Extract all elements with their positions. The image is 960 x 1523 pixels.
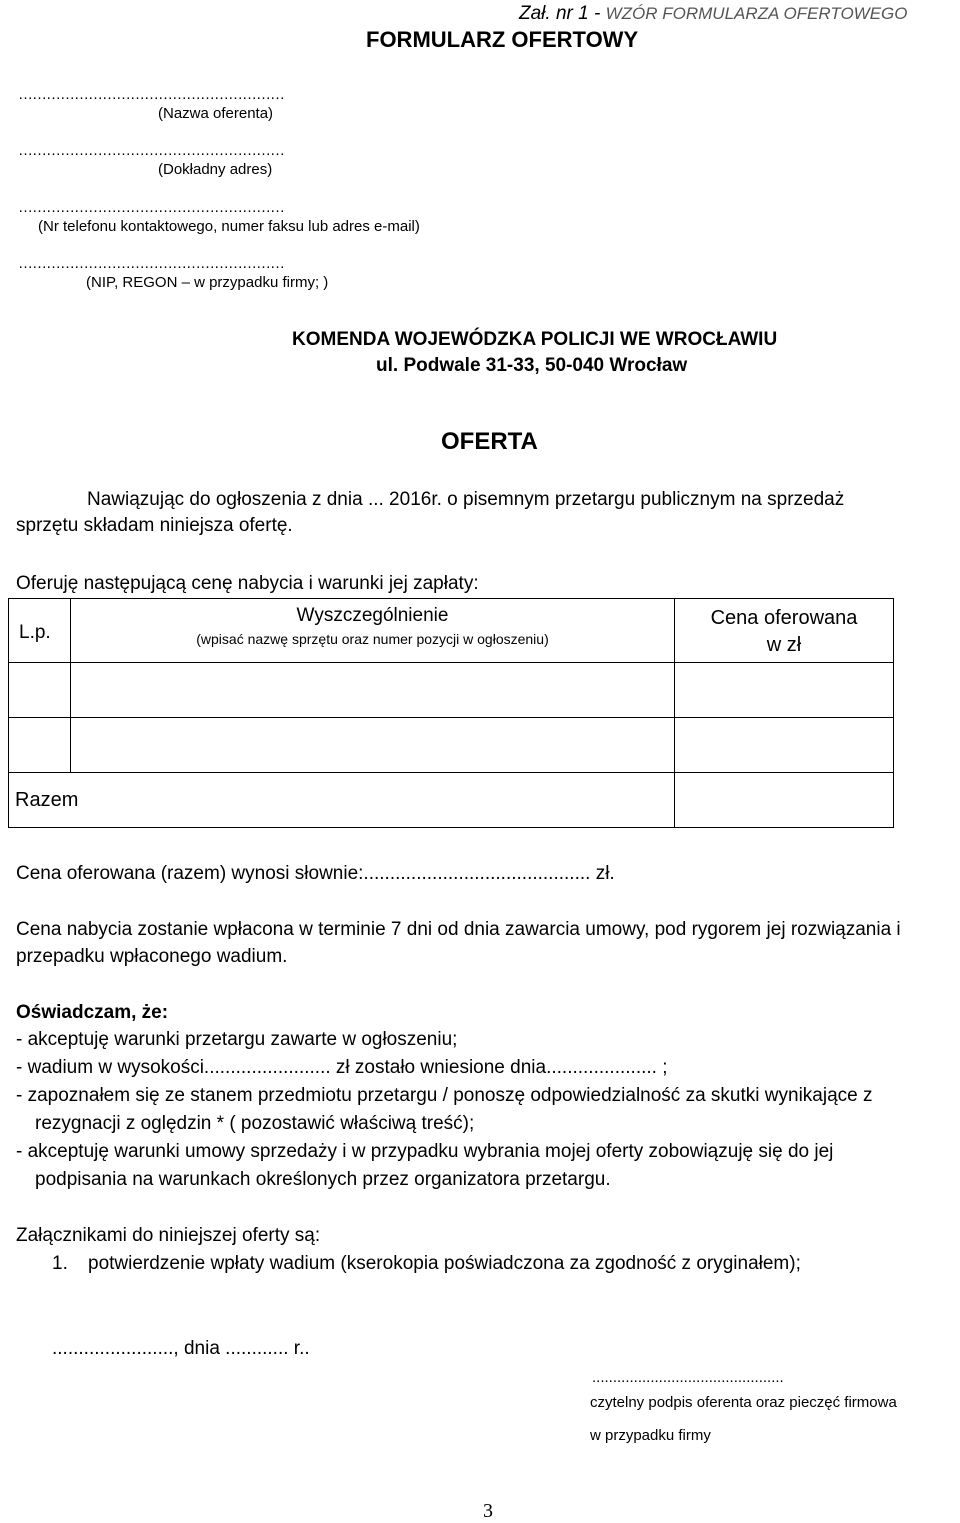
offerent-contact-dots: ………………………………………………… — [18, 199, 284, 216]
attachment-subtitle: WZÓR FORMULARZA OFERTOWEGO — [605, 4, 908, 23]
table-total-row — [9, 773, 894, 828]
declaration-item-4: - akceptuję warunki umowy sprzedaży i w przypadku wybrania mojej oferty zobowiązuję się do jej — [16, 1141, 834, 1162]
price-words: Cena oferowana (razem) wynosi słownie:........................................... zł. — [16, 863, 615, 884]
payment-line-1: Cena nabycia zostanie wpłacona w terminie 7 dni od dnia zawarcia umowy, pod rygorem jej rozwiązania i — [16, 919, 901, 940]
attachment-item-text: potwierdzenie wpłaty wadium (kserokopia poświadczona za zgodność z oryginałem); — [88, 1253, 801, 1274]
offerent-contact-label: (Nr telefonu kontaktowego, numer faksu lub adres e-mail) — [38, 218, 420, 235]
header-desc: Wyszczególnienie — [296, 605, 449, 626]
header-desc-cell — [71, 599, 675, 663]
declaration-item-3-cont: rezygnacji z oględzin * ( pozostawić właściwą treść); — [35, 1113, 475, 1134]
header-price-cell — [675, 599, 894, 663]
attachment-label: Zał. nr 1 - — [519, 3, 601, 24]
offerent-nip-dots: ………………………………………………… — [18, 255, 284, 272]
total-price-cell[interactable] — [675, 773, 894, 828]
offerent-nip-label: (NIP, REGON – w przypadku firmy; ) — [86, 274, 329, 291]
signature-label-2: w przypadku firmy — [590, 1427, 711, 1444]
offerent-address-label: (Dokładny adres) — [158, 161, 273, 178]
table-row — [9, 663, 894, 718]
header-lp: L.p. — [19, 622, 51, 643]
intro-line-2: sprzętu składam niniejsza ofertę. — [16, 515, 293, 536]
recipient-address: ul. Podwale 31-33, 50-040 Wrocław — [376, 355, 688, 376]
attachment-item-number: 1. — [52, 1253, 68, 1274]
declaration-item-2: - wadium w wysokości........................ zł zostało wniesione dnia..................... ; — [16, 1057, 668, 1078]
table-row — [9, 718, 894, 773]
total-label: Razem — [15, 789, 79, 811]
offer-table — [8, 598, 894, 828]
offerent-name-label: (Nazwa oferenta) — [158, 105, 274, 122]
header-lp-cell — [9, 599, 71, 663]
attachments-heading: Załącznikami do niniejszej oferty są: — [16, 1225, 321, 1246]
declaration-item-3: - zapoznałem się ze stanem przedmiotu przetargu / ponoszę odpowiedzialność za skutki wynikające z — [16, 1085, 873, 1106]
declaration-item-1: - akceptuję warunki przetargu zawarte w ogłoszeniu; — [16, 1029, 458, 1050]
form-title: FORMULARZ OFERTOWY — [366, 27, 639, 52]
table-header-row — [9, 599, 894, 663]
declaration-heading: Oświadczam, że: — [16, 1002, 169, 1023]
row-1-price[interactable] — [675, 663, 894, 718]
row-1-lp[interactable] — [9, 663, 71, 718]
attachment-header — [519, 3, 908, 25]
declaration-item-4-cont: podpisania na warunkach określonych przez organizatora przetargu. — [35, 1169, 611, 1190]
payment-line-2: przepadku wpłaconego wadium. — [16, 946, 288, 967]
place-date: ......................., dnia ............ r.. — [52, 1338, 310, 1359]
row-2-lp[interactable] — [9, 718, 71, 773]
header-price-2: w zł — [766, 634, 802, 656]
intro-line-1: Nawiązując do ogłoszenia z dnia ... 2016r. o pisemnym przetargu publicznym na sprzedaż — [87, 489, 845, 510]
price-intro: Oferuję następującą cenę nabycia i warunki jej zapłaty: — [16, 573, 479, 594]
total-label-cell — [9, 773, 675, 828]
row-2-desc[interactable] — [71, 718, 675, 773]
offer-title: OFERTA — [441, 428, 538, 455]
row-2-price[interactable] — [675, 718, 894, 773]
header-price-1: Cena oferowana — [710, 607, 858, 629]
recipient-name: KOMENDA WOJEWÓDZKA POLICJI WE WROCŁAWIU — [292, 329, 778, 350]
offerent-name-dots: ………………………………………………… — [18, 86, 284, 103]
offerent-address-dots: ………………………………………………… — [18, 142, 284, 159]
signature-label-1: czytelny podpis oferenta oraz pieczęć firmowa — [590, 1394, 897, 1411]
row-1-desc[interactable] — [71, 663, 675, 718]
signature-dots: .............................................. — [592, 1369, 784, 1386]
page-number: 3 — [483, 1500, 493, 1522]
header-desc-note: (wpisać nazwę sprzętu oraz numer pozycji w ogłoszeniu) — [196, 631, 549, 647]
